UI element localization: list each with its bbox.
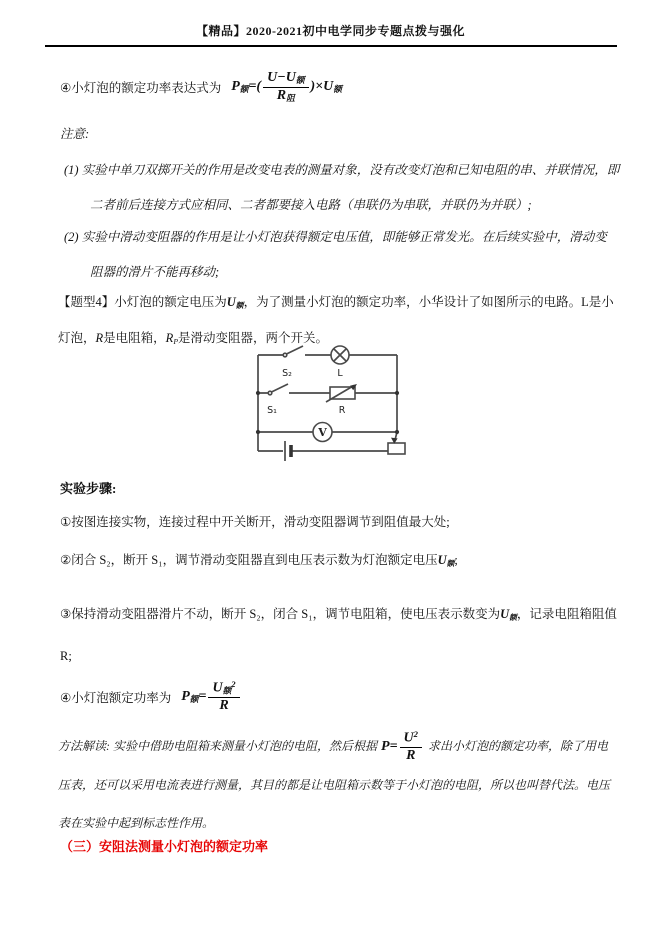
note-item-2: (2) 实验中滑动变阻器的作用是让小灯泡获得额定电压值，即能够正常发光。在后续实验中，滑动变 阻器的滑片不能再移动; bbox=[64, 230, 607, 279]
resistance-box-label: R bbox=[338, 405, 346, 416]
switch-s1-label: S₁ bbox=[267, 405, 277, 416]
lamp-label: L bbox=[337, 368, 343, 379]
formula-lhs: P= bbox=[381, 739, 398, 755]
fraction bbox=[263, 70, 308, 105]
fraction bbox=[208, 679, 239, 715]
header-divider bbox=[45, 45, 617, 47]
problem-statement: 【题型4】小灯泡的额定电压为$U_额$，为了测量小灯泡的额定功率，小华设计了如图所示的电路。L是小 灯泡，R是电阻箱，$R_P$是滑动变阻器，两个开关。 bbox=[58, 295, 614, 346]
step-4-formula bbox=[181, 679, 241, 715]
method-text-before: 方法解读: 实验中借助电阻箱来测量小灯泡的电阻，然后根据 bbox=[58, 739, 377, 753]
step-4-prefix: ④小灯泡额定功率为 bbox=[60, 691, 172, 705]
lamp-icon bbox=[331, 346, 349, 364]
method-text-after: 求出小灯泡的额定功率，除了用电 压表，还可以采用电流表进行测量，其目的都是让电阻箱示数等于小灯泡的电阻，所以也叫替代法。电压 表在实验中起到标志性作用。 bbox=[58, 739, 611, 831]
switch-s2-icon bbox=[283, 346, 303, 357]
step-3: ③保持滑动变阻器滑片不动，断开 S₂，闭合 S₁，调节电阻箱，使电压表示数变为$U_额$，记录电阻箱阻值 R; bbox=[60, 607, 617, 663]
intro-formula-prefix: ④小灯泡的额定功率表达式为 bbox=[60, 81, 222, 95]
voltmeter-label: V bbox=[318, 426, 327, 439]
steps-heading: 实验步骤: bbox=[60, 481, 117, 496]
formula-lhs: $P_额=$( bbox=[231, 78, 262, 95]
circuit-diagram bbox=[245, 342, 410, 462]
switch-s2-label: S₂ bbox=[282, 368, 292, 379]
fraction-denominator: R bbox=[219, 698, 229, 714]
fraction-denominator: R bbox=[406, 748, 416, 764]
note-item-1: (1) 实验中单刀双掷开关的作用是改变电表的测量对象，没有改变灯泡和已知电阻的串、并联情况，即 二者前后连接方式应相同、二者都要接入电路（串联仍为串联，并联仍为并联）; bbox=[64, 163, 620, 212]
page-header-title: 【精品】2020-2021初中电学同步专题点拨与强化 bbox=[196, 24, 465, 38]
fraction bbox=[400, 729, 422, 765]
notes-heading: 注意: bbox=[60, 127, 90, 141]
method-inline-formula bbox=[381, 728, 424, 766]
section-3-heading: （三）安阻法测量小灯泡的额定功率 bbox=[60, 839, 269, 854]
formula-rhs: )$\times U_额$ bbox=[310, 78, 342, 95]
step-2: ②闭合 S₂，断开 S₁，调节滑动变阻器直到电压表示数为灯泡额定电压$U_额$; bbox=[60, 553, 458, 568]
voltmeter-icon bbox=[313, 423, 332, 442]
switch-s1-icon bbox=[268, 384, 288, 395]
fraction-numerator: $U-U_额$ bbox=[263, 70, 308, 88]
intro-formula-line bbox=[60, 62, 342, 112]
fraction-numerator: $U_额^2$ bbox=[208, 679, 239, 698]
resistance-box-icon bbox=[326, 384, 357, 402]
method-paragraph bbox=[58, 727, 610, 842]
rated-power-formula bbox=[231, 70, 342, 105]
battery-icon bbox=[285, 441, 291, 461]
step-4-line bbox=[60, 672, 242, 722]
rheostat-icon bbox=[388, 432, 405, 454]
fraction-denominator: $R_阻$ bbox=[276, 87, 295, 103]
fraction-numerator: $U^2$ bbox=[400, 729, 422, 748]
formula-lhs: $P_额=$ bbox=[181, 688, 207, 705]
step-1: ①按图连接实物，连接过程中开关断开，滑动变阻器调节到阻值最大处; bbox=[60, 515, 450, 529]
